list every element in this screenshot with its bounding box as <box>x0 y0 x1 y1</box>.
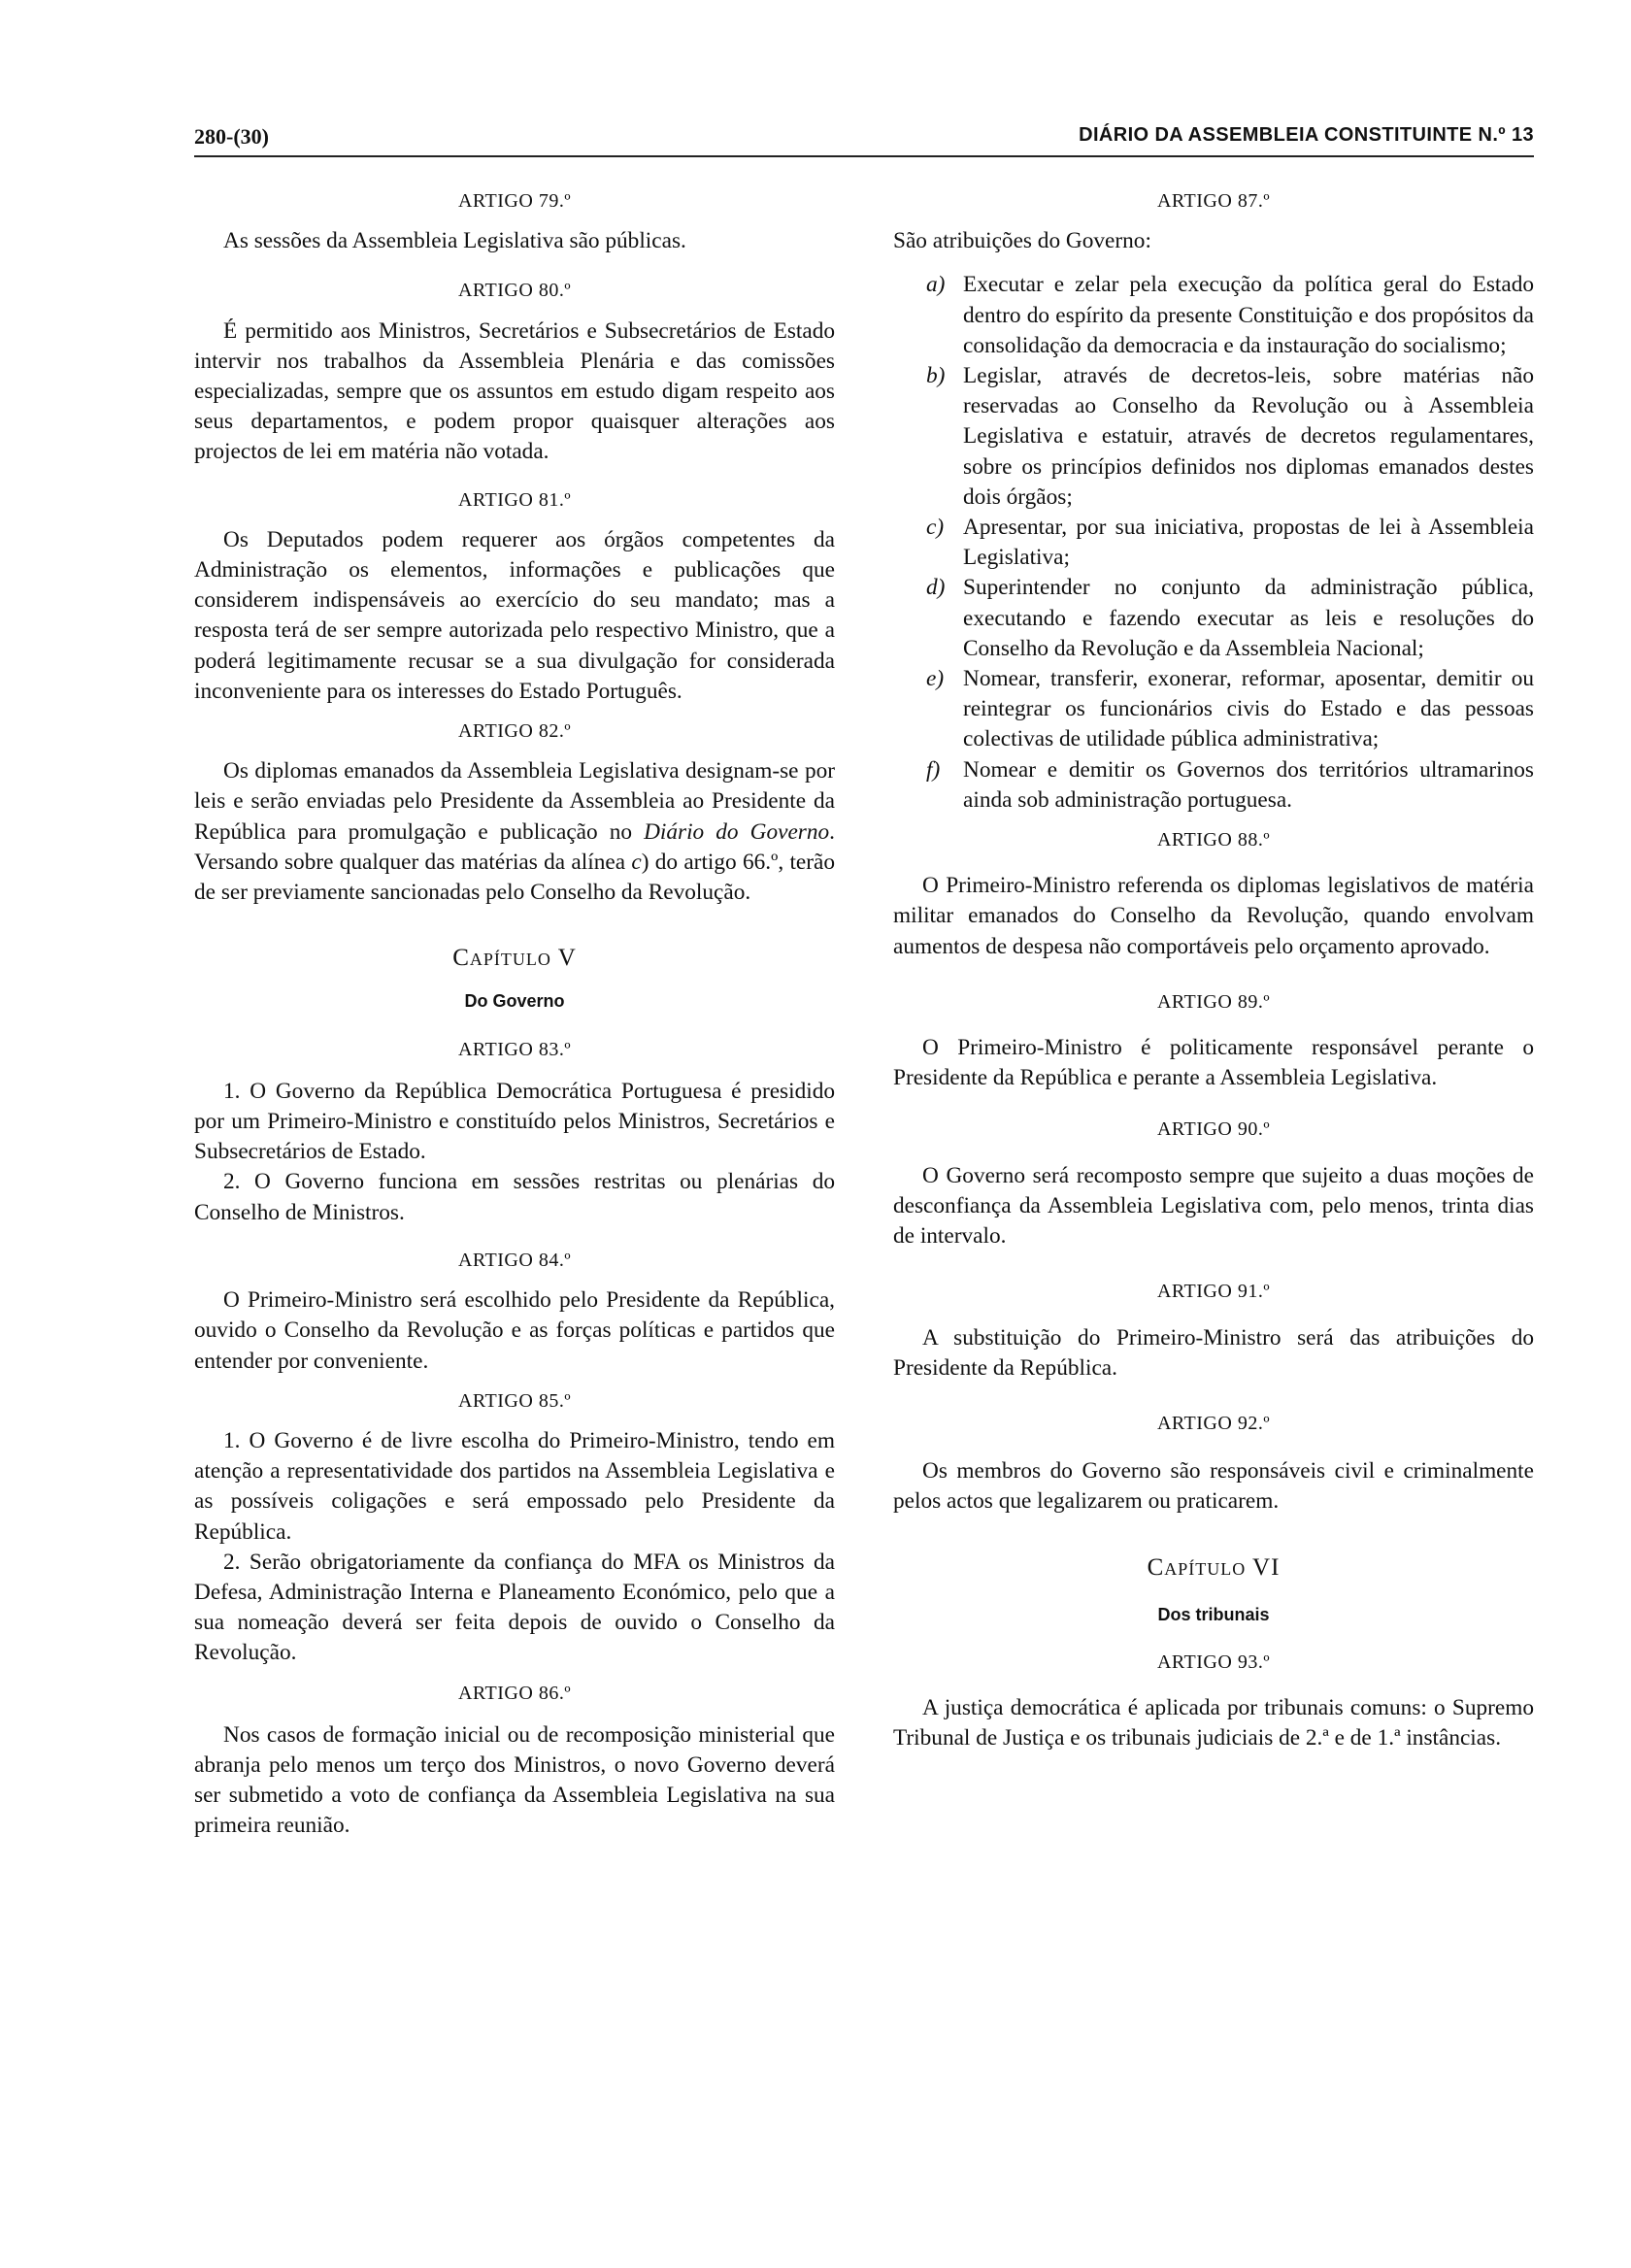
chapter-5-title: Capítulo V <box>452 945 577 972</box>
article-88-text: O Primeiro-Ministro referenda os diplomas legislativos de matéria militar emanados do Conselho da Revolução, quando envolvam aumentos de despesa não comportáveis pelo orçamento aprovado. <box>893 873 1534 959</box>
list-item: a) Executar e zelar pela execução da política geral do Estado dentro do espírito da presente Constituição e dos propósitos da consolidação da democracia e da instauração do socialismo; <box>926 272 1534 358</box>
article-83-title: ARTIGO 83.º <box>457 1038 572 1060</box>
publication-title: DIÁRIO DA ASSEMBLEIA CONSTITUINTE N.º 13 <box>1079 124 1534 146</box>
list-marker: a) <box>926 272 946 298</box>
article-85-p2: 2. Serão obrigatoriamente da confiança do MFA os Ministros da Defesa, Administração Interna e Planeamento Económico, pelo que a sua nomeação deverá ser feita depois de ouvido o Conselho da Revolução. <box>194 1549 835 1666</box>
article-83-p1: 1. O Governo da República Democrática Portuguesa é presidido por um Primeiro-Ministro e constituído pelos Ministros, Secretários e Subsecretários de Estado. <box>194 1078 835 1165</box>
article-79-text: As sessões da Assembleia Legislativa são públicas. <box>223 228 686 254</box>
article-79-title: ARTIGO 79.º <box>457 190 572 212</box>
list-marker: b) <box>926 363 946 389</box>
article-91-text: A substituição do Primeiro-Ministro será das atribuições do Presidente da República. <box>893 1324 1534 1381</box>
right-column <box>893 186 1534 1754</box>
list-marker: c) <box>926 515 945 541</box>
article-80-text: É permitido aos Ministros, Secretários e Subsecretários de Estado intervir nos trabalhos da Assembleia Plenária e das comissões especializadas, sempre que os assuntos em estudo digam respeito aos seus departamentos, e podem propor quaisquer alterações aos projectos de lei em matéria não votada. <box>194 317 835 465</box>
article-81-title: ARTIGO 81.º <box>457 488 572 511</box>
list-item: c) Apresentar, por sua iniciativa, propostas de lei à Assembleia Legislativa; <box>926 515 1534 571</box>
chapter-6-subtitle: Dos tribunais <box>1157 1604 1270 1624</box>
list-marker: e) <box>926 666 945 692</box>
page-header <box>194 120 1534 159</box>
list-item: b) Legislar, através de decretos-leis, sobre matérias não reservadas ao Conselho da Revolução ou à Assembleia Legislativa e estatuir, através de decretos regulamentares, sobre os princípios definidos nos diplomas emanados destes dois órgãos; <box>926 363 1534 510</box>
article-85-title: ARTIGO 85.º <box>457 1389 572 1412</box>
article-88-title: ARTIGO 88.º <box>1156 829 1271 851</box>
list-item: e) Nomear, transferir, exonerar, reformar, aposentar, demitir ou reintegrar os funcionários civis do Estado e das pessoas colectivas de utilidade pública administrativa; <box>926 666 1534 752</box>
article-80-title: ARTIGO 80.º <box>457 280 572 302</box>
article-85-p1: 1. O Governo é de livre escolha do Primeiro-Ministro, tendo em atenção a representatividade dos partidos na Assembleia Legislativa e as possíveis coligações e será empossado pelo Presidente da República. <box>194 1427 835 1545</box>
header-rule <box>194 155 1534 157</box>
article-87-list <box>893 270 1534 816</box>
article-83-p2: 2. O Governo funciona em sessões restritas ou plenárias do Conselho de Ministros. <box>194 1169 835 1225</box>
page-number: 280-(30) <box>194 124 269 149</box>
article-93-text: A justiça democrática é aplicada por tribunais comuns: o Supremo Tribunal de Justiça e os tribunais judiciais de 2.ª e de 1.ª instâncias. <box>893 1695 1534 1751</box>
article-89-text: O Primeiro-Ministro é politicamente responsável perante o Presidente da República e perante a Assembleia Legislativa. <box>893 1035 1534 1091</box>
article-90-title: ARTIGO 90.º <box>1156 1118 1271 1141</box>
article-82-text: Os diplomas emanados da Assembleia Legislativa designam-se por leis e serão enviadas pelo Presidente da Assembleia ao Presidente da República para promulgação e publicação no Diário do Governo. Versando sobre qualquer das matérias da alínea c) do artigo 66.º, terão de ser previamente sancionadas pelo Conselho da Revolução. <box>194 758 836 906</box>
list-item: f) Nomear e demitir os Governos dos territórios ultramarinos ainda sob administração portuguesa. <box>926 756 1534 813</box>
article-92-text: Os membros do Governo são responsáveis civil e criminalmente pelos actos que legalizarem ou praticarem. <box>893 1458 1534 1515</box>
article-81-text: Os Deputados podem requerer aos órgãos competentes da Administração os elementos, informações e publicações que considerem indispensáveis ao exercício do seu mandato; mas a resposta terá de ser sempre autorizada pelo respectivo Ministro, que a poderá legitimamente recusar se a sua divulgação for considerada inconveniente para os interesses do Estado Português. <box>194 526 835 704</box>
article-87-intro: São atribuições do Governo: <box>893 228 1151 254</box>
article-84-title: ARTIGO 84.º <box>457 1249 572 1271</box>
article-84-text: O Primeiro-Ministro será escolhido pelo Presidente da República, ouvido o Conselho da Revolução e as forças políticas e partidos que entender por conveniente. <box>194 1287 835 1374</box>
chapter-5-subtitle: Do Governo <box>464 991 565 1012</box>
left-column <box>194 186 835 1842</box>
article-87-title: ARTIGO 87.º <box>1156 190 1271 212</box>
article-91-title: ARTIGO 91.º <box>1156 1281 1271 1303</box>
article-90-text: O Governo será recomposto sempre que sujeito a duas moções de desconfiança da Assembleia Legislativa com, pelo menos, trinta dias de intervalo. <box>893 1162 1534 1250</box>
chapter-6-title: Capítulo VI <box>1147 1553 1281 1581</box>
list-marker: d) <box>926 575 946 601</box>
article-93-title: ARTIGO 93.º <box>1156 1651 1271 1673</box>
list-item: d) Superintender no conjunto da administração pública, executando e fazendo executar as leis e resoluções do Conselho da Revolução e da Assembleia Nacional; <box>926 575 1534 661</box>
list-marker: f) <box>926 756 941 783</box>
article-86-title: ARTIGO 86.º <box>457 1682 572 1704</box>
article-86-text: Nos casos de formação inicial ou de recomposição ministerial que abranja pelo menos um terço dos Ministros, o novo Governo deverá ser submetido a voto de confiança da Assembleia Legislativa na sua primeira reunião. <box>194 1721 835 1839</box>
article-89-title: ARTIGO 89.º <box>1156 990 1271 1013</box>
article-92-title: ARTIGO 92.º <box>1156 1412 1271 1434</box>
article-82-title: ARTIGO 82.º <box>457 720 572 743</box>
